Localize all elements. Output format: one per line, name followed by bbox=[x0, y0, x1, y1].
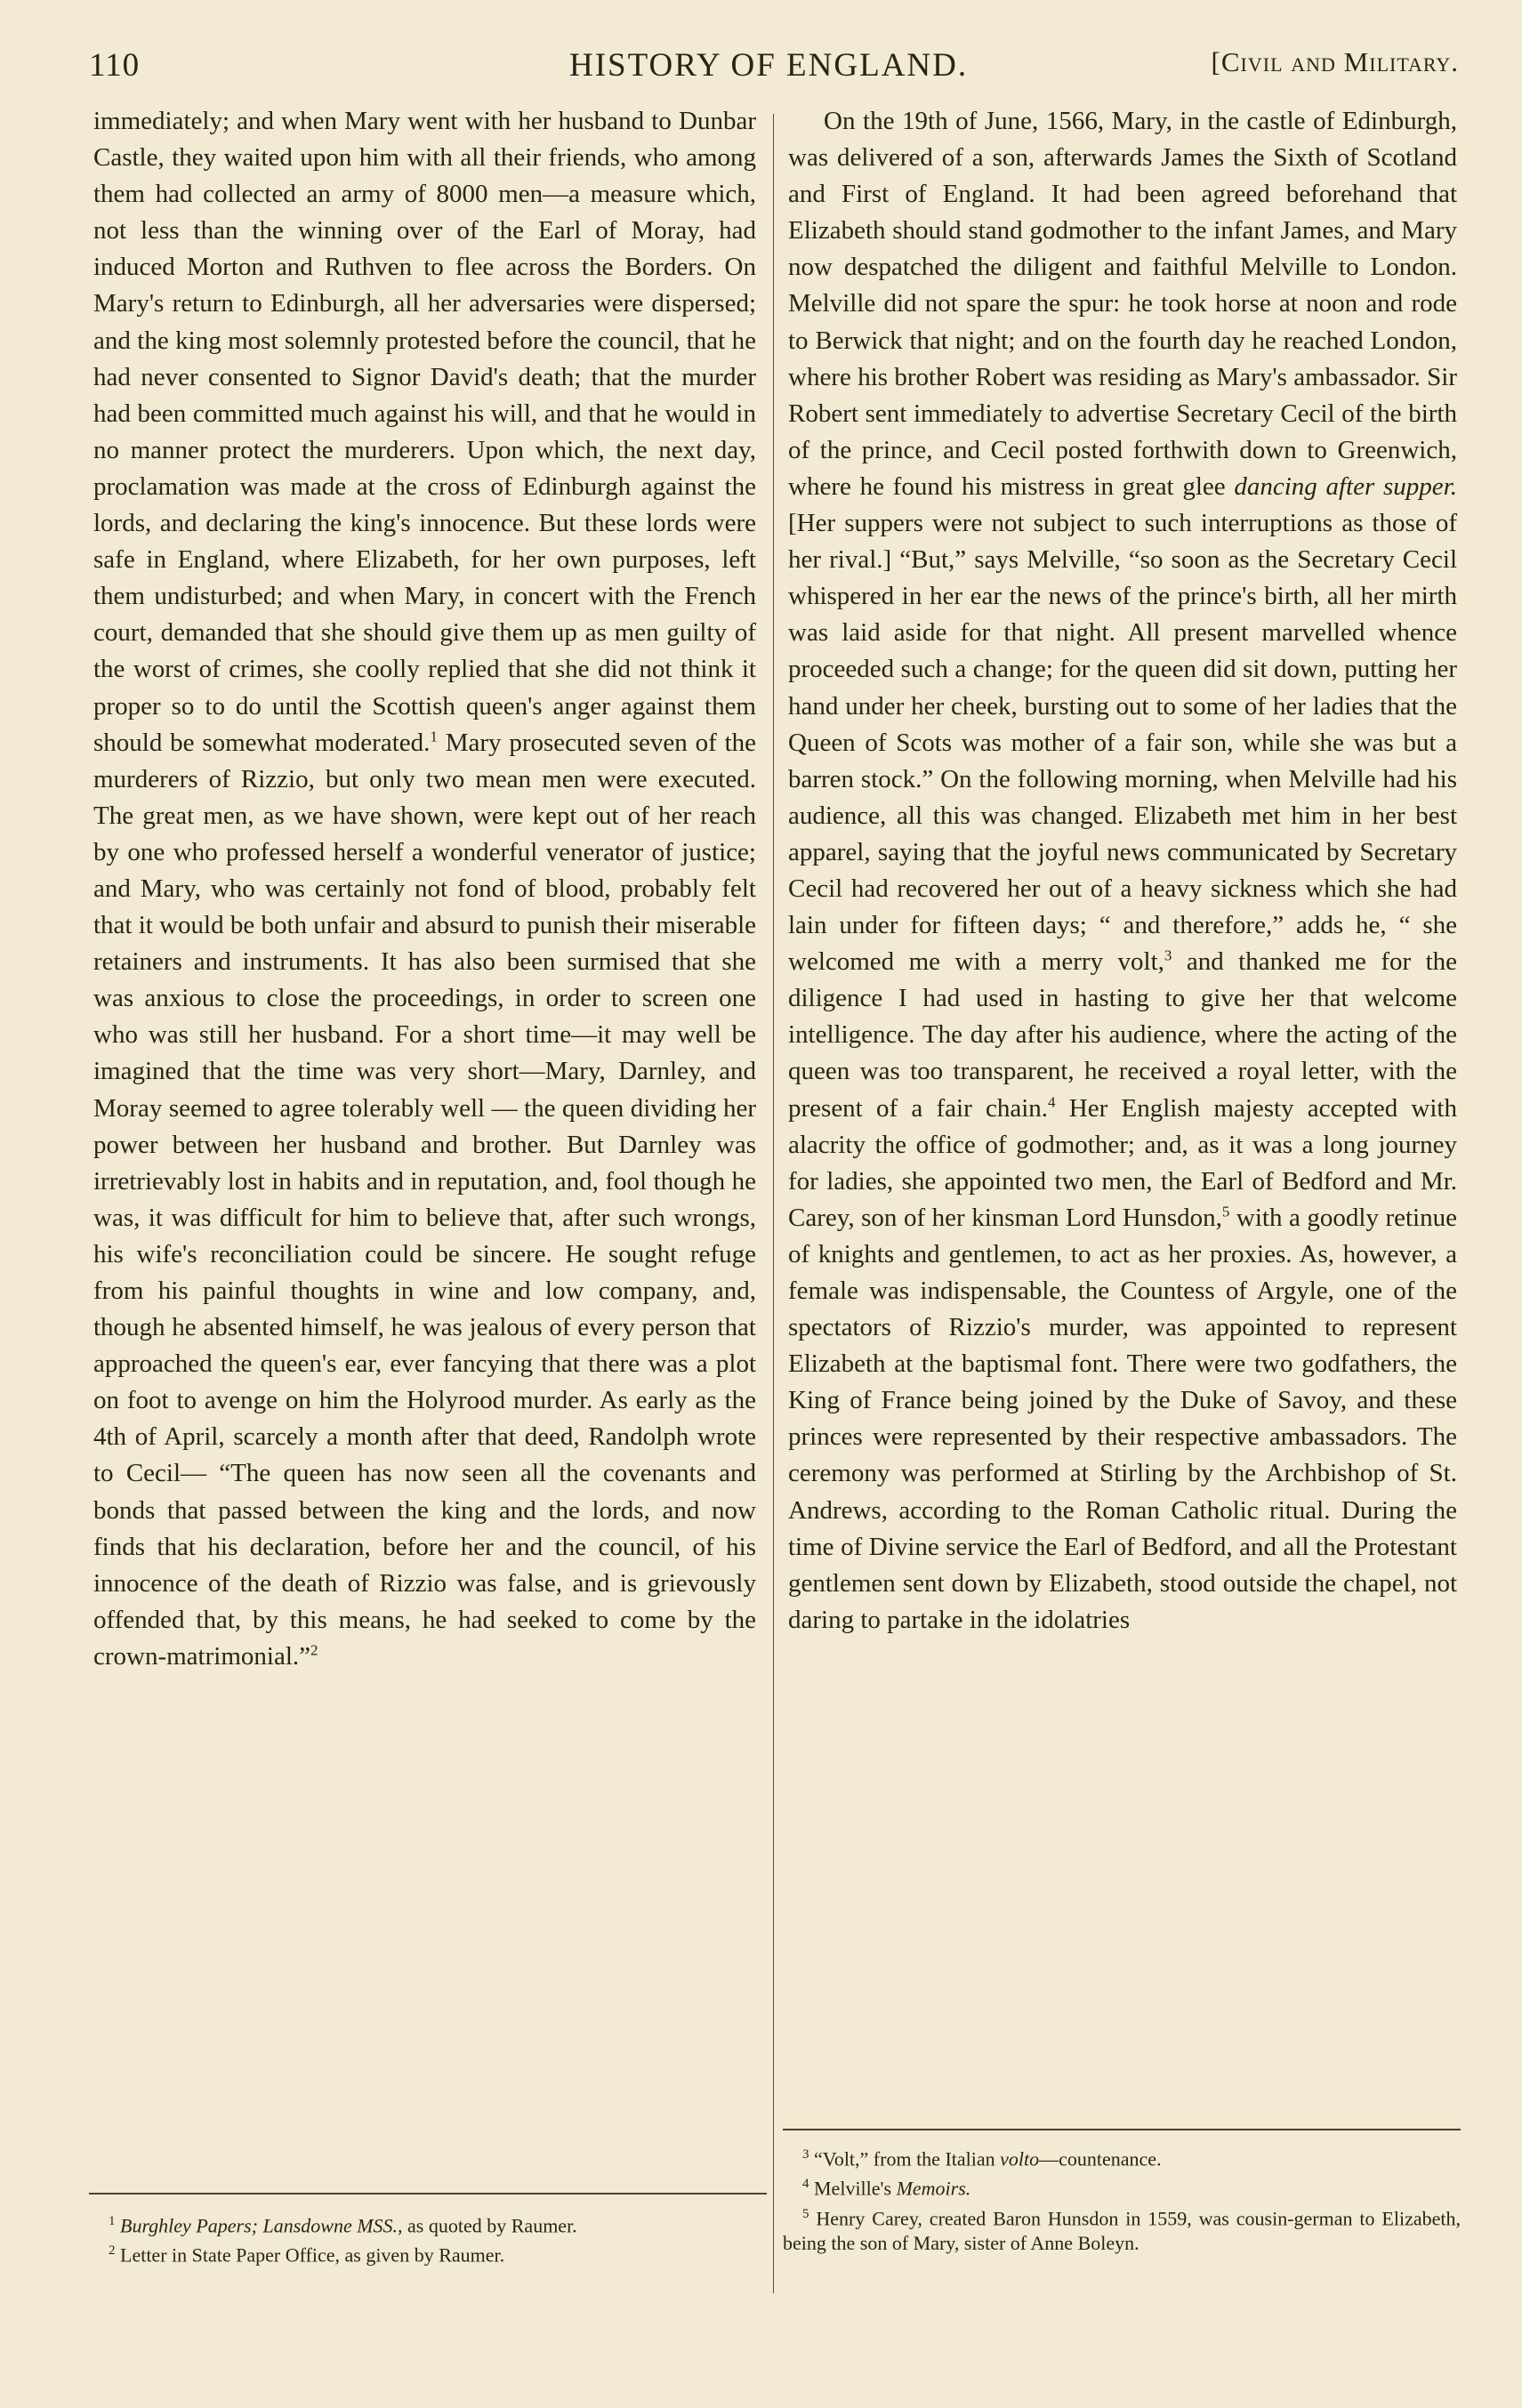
footnote-ref-1[interactable]: 1 bbox=[430, 727, 438, 745]
footnote-item bbox=[783, 2202, 1461, 2256]
footnote-number: 2 bbox=[109, 2243, 116, 2259]
section-label: [Civil and Military. bbox=[1211, 46, 1459, 77]
running-header bbox=[89, 36, 1459, 89]
footnote-ref-4[interactable]: 4 bbox=[1048, 1092, 1056, 1110]
column-divider bbox=[773, 114, 774, 2293]
right-text-4: Her English majesty accepted with alacrity the office of godmother; and, as it was a long journey for ladies, she appointed two men, the Earl of Bedford and Mr. Carey, son of her kinsman Lord Hunsdon, bbox=[788, 1093, 1457, 1232]
left-text-1: immediately; and when Mary went with her husband to Dunbar Castle, they waited upon him with all their friends, who among them had collected an army of 8000 men—a measure which, not less than the winning over of the Earl of Moray, had induced Morton and Ruthven to flee across the Borders. On Mary's return to Edinburgh, all her adversaries were dispersed; and the king most solemnly protested before the council, that he had never consented to Signor David's death; that the murder had been committed much against his will, and that he would in no manner protect the murderers. Upon which, the next day, proclamation was made at the cross of Edinburgh against the lords, and declaring the king's innocence. But these lords were safe in England, where Elizabeth, for her own purposes, left them undisturbed; and when Mary, in concert with the French court, demanded that she should give them up as men guilty of the worst of crimes, she coolly replied that she did not think it proper so to do until the Scottish queen's anger against them should be somewhat moderated. bbox=[93, 107, 756, 757]
footnote-ref-3[interactable]: 3 bbox=[1164, 946, 1172, 964]
right-column bbox=[788, 103, 1457, 1639]
footnote-italic: Burghley Papers; Lansdowne MSS., bbox=[120, 2214, 403, 2237]
left-column bbox=[93, 103, 756, 1675]
footnote-number: 5 bbox=[802, 2206, 809, 2221]
footnote-ref-2[interactable]: 2 bbox=[310, 1641, 318, 1659]
left-paragraph bbox=[93, 103, 756, 1675]
footnote-number: 3 bbox=[802, 2147, 809, 2162]
footnote-number: 1 bbox=[109, 2214, 116, 2228]
footnote-italic: volto bbox=[1000, 2147, 1040, 2170]
footnote-item bbox=[89, 2209, 767, 2238]
footnote-text: Letter in State Paper Office, as given by Raumer. bbox=[120, 2243, 505, 2267]
right-italic-1: dancing after supper. bbox=[1234, 471, 1457, 501]
left-text-2: Mary prosecuted seven of the murderers of Rizzio, but only two mean men were executed. The great men, as we have shown, were kept out of her reach by one who professed herself a wonderful venerator of justice; and Mary, who was certainly not fond of blood, probably felt that it would be both unfair and absurd to punish their miserable retainers and instruments. It has also been surmised that she was anxious to close the proceedings, in order to screen one who was still her husband. For a short time—it may well be imagined that the time was very short—Mary, Darnley, and Moray seemed to agree tolerably well — the queen dividing her power between her husband and brother. But Darnley was irretrievably lost in habits and in reputation, and, fool though he was, it was difficult for him to believe that, after such wrongs, his wife's reconciliation could be sincere. He sought refuge from his painful thoughts in wine and low company, and, though he absented himself, he was jealous of every person that approached the queen's ear, ever fancying that there was a plot on foot to avenge on him the Holyrood murder. As early as the 4th of April, scarcely a month after that deed, Randolph wrote to Cecil— “The queen has now seen all the covenants and bonds that passed between the king and the lords, and now finds that his declaration, before her and the council, of his innocence of the death of Rizzio was false, and is grievously offended that, by this means, he had seeked to come by the crown-matrimonial.” bbox=[93, 728, 757, 1671]
footnote-number: 4 bbox=[802, 2177, 809, 2192]
right-text-3: and thanked me for the diligence I had used in hasting to give her that welcome intelligence. The day after his audience, where the acting of the queen was too transparent, he received a royal letter, with the present of a fair chain. bbox=[788, 947, 1458, 1123]
right-text-2: [Her suppers were not subject to such interruptions as those of her rival.] “But,” says Melville, “so soon as the Secretary Cecil whispered in her ear the news of the prince's birth, all her mirth was laid aside for that night. All present marvelled whence proceeded such a change; for the queen did sit down, putting her hand under her cheek, bursting out to some of her ladies that the Queen of Scots was mother of a fair son, while she was but a barren stock.” On the following morning, when Melville had his audience, all this was changed. Elizabeth met him in her best apparel, saying that the joyful news communicated by Secretary Cecil had recovered her out of a heavy sickness which she had lain under for fifteen days; “ and therefore,” adds he, “ she welcomed me with a merry volt, bbox=[788, 509, 1457, 977]
footnote-rule-left bbox=[89, 2193, 767, 2195]
right-text-5: with a goodly retinue of knights and gentlemen, to act as her proxies. As, however, a female was indispensable, the Countess of Argyle, one of the spectators of Rizzio's murder, was appointed to represent Elizabeth at the baptismal font. There were two godfathers, the King of France being joined by the Duke of Savoy, and these princes were represented by their respective ambassadors. The ceremony was performed at Stirling by the Archbishop of St. Andrews, according to the Roman Catholic ritual. During the time of Divine service the Earl of Bedford, and all the Protestant gentlemen sent down by Elizabeth, stood outside the chapel, not daring to partake in the idolatries bbox=[788, 1203, 1457, 1634]
footnote-pre: Henry Carey, created Baron Hunsdon in 1559, was cousin-german to Elizabeth, being the son of Mary, sister of Anne Boleyn. bbox=[783, 2206, 1461, 2254]
page-number: 110 bbox=[89, 47, 141, 84]
footnote-item bbox=[89, 2238, 767, 2267]
footnote-pre: “Volt,” from the Italian bbox=[814, 2147, 1001, 2170]
footnotes-left bbox=[89, 2209, 767, 2268]
footnote-rule-right bbox=[783, 2129, 1461, 2130]
footnote-italic: Memoirs. bbox=[896, 2177, 971, 2200]
footnote-item bbox=[783, 2142, 1461, 2171]
footnotes-right bbox=[783, 2142, 1461, 2256]
footnote-ref-5[interactable]: 5 bbox=[1221, 1203, 1230, 1220]
right-text-1: On the 19th of June, 1566, Mary, in the castle of Edinburgh, was delivered of a son, afterwards James the Sixth of Scotland and First of England. It had been agreed beforehand that Elizabeth should stand godmother to the infant James, and Mary now despatched the diligent and faithful Melville to London. Melville did not spare the spur: he took horse at noon and rode to Berwick that night; and on the fourth day he reached London, where his brother Robert was residing as Mary's ambassador. Sir Robert sent immediately to advertise Secretary Cecil of the birth of the prince, and Cecil posted forthwith down to Greenwich, where he found his mistress in great glee bbox=[788, 107, 1457, 501]
right-paragraph bbox=[788, 103, 1457, 1639]
footnote-text: as quoted by Raumer. bbox=[402, 2214, 577, 2237]
footnote-text: —countenance. bbox=[1039, 2147, 1162, 2170]
footnote-item bbox=[783, 2171, 1461, 2201]
running-title: HISTORY OF ENGLAND. bbox=[569, 47, 969, 84]
footnote-pre: Melville's bbox=[814, 2177, 897, 2200]
